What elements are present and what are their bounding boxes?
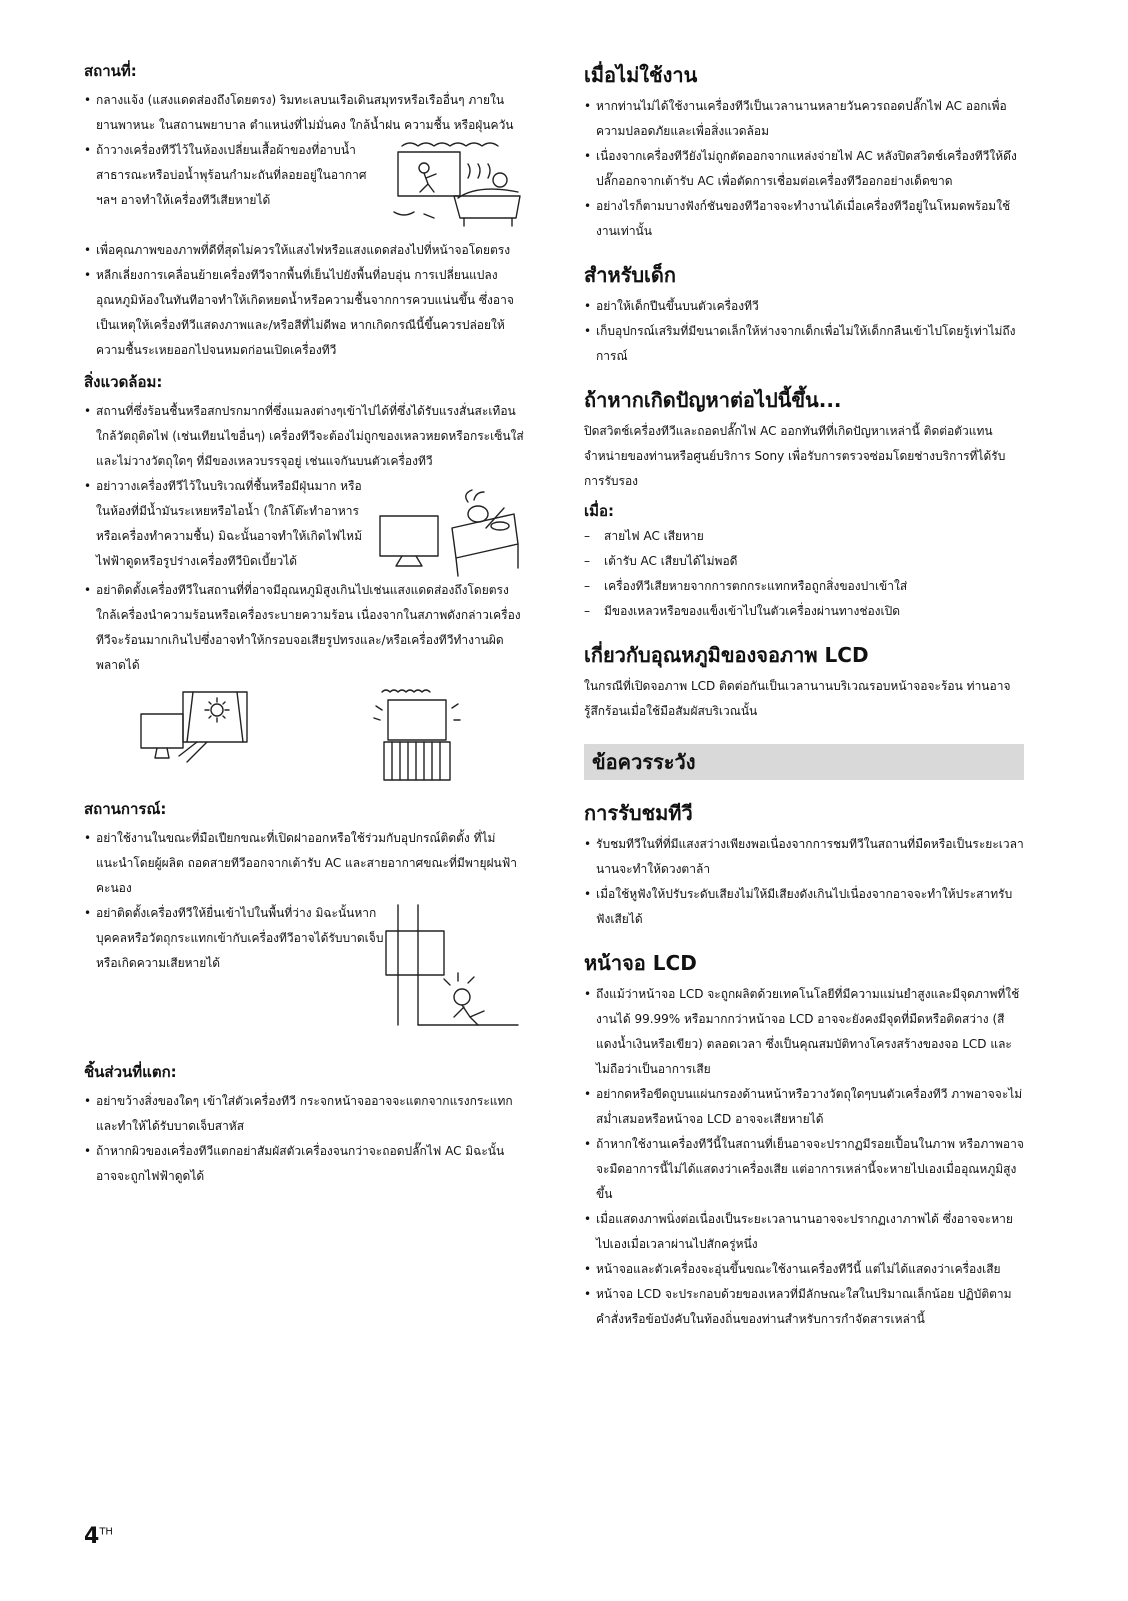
broken-heading: ชิ้นส่วนที่แตก:: [84, 1063, 177, 1081]
list-item: • ถึงแม้ว่าหน้าจอ LCD จะถูกผลิตด้วยเทคโนโลยีที่มีความแม่นยำสูงและมีจุดภาพที่ใช้งานได้ 99.99% หรือมากกว่าหน้าจอ LCD อาจจะยังคงมีจุดที่มืดหรือติดสว่าง (สีแดงน้ำเงินหรือเขียว) ตลอดเวลา ซึ่งเป็นคุณสมบัติทางโครงสร้างของจอ LCD และไม่ถือว่าเป็นอาการเสีย: [584, 982, 1024, 1082]
lcd-temperature-text: ในกรณีที่เปิดจอภาพ LCD ติดต่อกันเป็นเวลานานบริเวณรอบหน้าจอจะร้อน ท่านอาจรู้สึกร้อนเมื่อใช้มือสัมผัสบริเวณนั้น: [584, 679, 1011, 718]
list-item: – สายไฟ AC เสียหาย: [584, 524, 1024, 549]
problems-sub-heading: เมื่อ:: [584, 502, 615, 520]
list-item: – เครื่องทีวีเสียหายจากการตกกระแทกหรือถูกสิ่งของปาเข้าใส่: [584, 574, 1024, 599]
problems-text: ปิดสวิตช์เครื่องทีวีและถอดปลั๊กไฟ AC ออกทันทีที่เกิดปัญหาเหล่านี้ ติดต่อตัวแทนจำหน่ายของท่านหรือศูนย์บริการ Sony เพื่อรับการตรวจซ่อมโดยช่างบริการที่ได้รับการรับรอง: [584, 424, 1006, 488]
kitchen-illustration: [374, 488, 524, 578]
section-situation: [84, 798, 524, 1031]
section-broken: [84, 1061, 524, 1189]
list-item: • รับชมทีวีในที่ที่มีแสงสว่างเพียงพอเนื่องจากการชมทีวีในสถานที่มืดหรือเป็นระยะเวลานานจะทำให้ดวงตาล้า: [584, 832, 1024, 882]
section-viewing: [584, 798, 1024, 932]
environment-list-3: [84, 578, 524, 678]
list-item: • เก็บอุปกรณ์เสริมที่มีขนาดเล็กให้ห่างจากเด็กเพื่อไม่ให้เด็กกลืนเข้าไปโดยรู้เท่าไม่ถึงการณ์: [584, 319, 1024, 369]
wall-mount-illustration: [384, 901, 524, 1031]
list-item: • หลีกเลี่ยงการเคลื่อนย้ายเครื่องทีวีจากพื้นที่เย็นไปยังพื้นที่อบอุ่น การเปลี่ยนแปลงอุณหภูมิห้องในทันทีอาจทำให้เกิดหยดน้ำหรือความชื้นจากการควบแน่นขึ้น ซึ่งอาจเป็นเหตุให้เครื่องทีวีแสดงภาพและ/หรือสีที่ไม่ดีพอ หากเกิดกรณีนี้ขึ้นควรปล่อยให้ความชื้นระเหยออกไปจนหมดก่อนเปิดเครื่องทีวี: [84, 263, 524, 363]
lcd-screen-heading: หน้าจอ LCD: [584, 951, 697, 975]
list-item: • เมื่อแสดงภาพนิ่งต่อเนื่องเป็นระยะเวลานานอาจจะปรากฏเงาภาพได้ ซึ่งอาจจะหายไปเองเมื่อเวลาผ่านไปสักครู่หนึ่ง: [584, 1207, 1024, 1257]
list-item: • เพื่อคุณภาพของภาพที่ดีที่สุดไม่ควรให้แสงไฟหรือแสงแดดส่องไปที่หน้าจอโดยตรง: [84, 238, 524, 263]
list-item: • อย่าติดตั้งเครื่องทีวีในสถานที่ที่อาจมีอุณหภูมิสูงเกินไปเช่นแสงแดดส่องถึงโดยตรง ใกล้เครื่องนำความร้อนหรือเครื่องระบายความร้อน เนื่องจากในสภาพดังกล่าวเครื่องทีวีจะร้อนมากเกินไปซึ่งอาจทำให้กรอบจอเสียรูปทรงและ/หรือเครื่องทีวีทำงานผิดพลาดได้: [84, 578, 524, 678]
right-column: [584, 60, 1024, 1332]
situation-list: [84, 826, 524, 901]
list-item: • เมื่อใช้หูฟังให้ปรับระดับเสียงไม่ให้มีเสียงดังเกินไปเนื่องจากอาจจะทำให้ประสาทรับฟังเสียได้: [584, 882, 1024, 932]
broken-list: [84, 1089, 524, 1189]
lcd-temperature-heading: เกี่ยวกับอุณหภูมิของจอภาพ LCD: [584, 643, 869, 667]
precautions-band: ข้อควรระวัง: [584, 744, 1024, 780]
situation-heading: สถานการณ์:: [84, 800, 167, 818]
list-item: • เนื่องจากเครื่องทีวียังไม่ถูกตัดออกจากแหล่งจ่ายไฟ AC หลังปิดสวิตช์เครื่องทีวีให้ดึงปลั๊กออกจากเต้ารับ AC เพื่อตัดการเชื่อมต่อเครื่องทีวีออกอย่างเด็ดขาด: [584, 144, 1024, 194]
list-item: – มีของเหลวหรือของแข็งเข้าไปในตัวเครื่องผ่านทางช่องเปิด: [584, 599, 1024, 624]
left-column: [84, 60, 524, 1189]
heat-illustrations: [84, 686, 524, 782]
location-list-3: [84, 238, 524, 363]
list-item: • อย่าใช้งานในขณะที่มือเปียกขณะที่เปิดฝาออกหรือใช้ร่วมกับอุปกรณ์ติดตั้ง ที่ไม่แนะนำโดยผู้ผลิต ถอดสายทีวีออกจากเต้ารับ AC และสายอากาศขณะที่มีพายุฝนฟ้าคะนอง: [84, 826, 524, 901]
page-number-value: 4: [84, 1524, 100, 1549]
location-list: [84, 88, 524, 138]
section-location: [84, 60, 524, 363]
not-in-use-heading: เมื่อไม่ใช้งาน: [584, 63, 698, 87]
list-item: • อย่าให้เด็กปีนขึ้นบนตัวเครื่องทีวี: [584, 294, 1024, 319]
list-item: • สถานที่ซึ่งร้อนชื้นหรือสกปรกมากที่ซึ่งแมลงต่างๆเข้าไปได้ที่ซึ่งได้รับแรงสั่นสะเทือนใกล้วัตถุติดไฟ (เช่นเทียนไขอื่นๆ) เครื่องทีวีจะต้องไม่ถูกของเหลวหยดหรือกระเซ็นใส่ และไม่วางวัตถุใดๆ ที่มีของเหลวบรรจุอยู่ เช่นแจกันบนตัวเครื่องทีวี: [84, 399, 524, 474]
list-item: • อย่าติดตั้งเครื่องทีวีให้ยื่นเข้าไปในพื้นที่ว่าง มิฉะนั้นหากบุคคลหรือวัตถุกระแทกเข้ากับเครื่องทีวีอาจได้รับบาดเจ็บหรือเกิดความเสียหายได้: [84, 901, 384, 976]
section-lcd-screen: [584, 948, 1024, 1332]
list-item: • ถ้าหากผิวของเครื่องทีวีแตกอย่าสัมผัสตัวเครื่องจนกว่าจะถอดปลั๊กไฟ AC มิฉะนั้นอาจจะถูกไฟฟ้าดูดได้: [84, 1139, 524, 1189]
heater-illustration: [362, 686, 472, 782]
viewing-heading: การรับชมทีวี: [584, 801, 693, 825]
section-not-in-use: [584, 60, 1024, 244]
children-list: [584, 294, 1024, 369]
kitchen-row: [84, 474, 524, 578]
children-heading: สำหรับเด็ก: [584, 263, 676, 287]
environment-heading: สิ่งแวดล้อม:: [84, 373, 163, 391]
list-item: • ถ้าหากใช้งานเครื่องทีวีนี้ในสถานที่เย็นอาจจะปรากฏมีรอยเปื้อนในภาพ หรือภาพอาจจะมืดอาการนี้ไม่ได้แสดงว่าเครื่องเสีย แต่อาการเหล่านี้จะหายไปเองเมื่ออุณหภูมิสูงขึ้น: [584, 1132, 1024, 1207]
section-problems: [584, 385, 1024, 624]
page-number-suffix: TH: [99, 1526, 113, 1538]
bathhouse-row: [84, 138, 524, 230]
not-in-use-list: [584, 94, 1024, 244]
list-item: – เต้ารับ AC เสียบได้ไม่พอดี: [584, 549, 1024, 574]
section-lcd-temperature: [584, 640, 1024, 724]
list-item: • กลางแจ้ง (แสงแดดส่องถึงโดยตรง) ริมทะเลบนเรือเดินสมุทรหรือเรืออื่นๆ ภายในยานพาหนะ ในสถานพยาบาล ตำแหน่งที่ไม่มั่นคง ใกล้น้ำฝน ความชื้น หรือฝุ่นควัน: [84, 88, 524, 138]
list-item: • อย่าขว้างสิ่งของใดๆ เข้าใส่ตัวเครื่องทีวี กระจกหน้าจออาจจะแตกจากแรงกระแทก และทำให้ได้รับบาดเจ็บสาหัส: [84, 1089, 524, 1139]
list-item: • หากท่านไม่ได้ใช้งานเครื่องทีวีเป็นเวลานานหลายวันควรถอดปลั๊กไฟ AC ออกเพื่อความปลอดภัยและเพื่อสิ่งแวดล้อม: [584, 94, 1024, 144]
bathhouse-illustration: [384, 138, 524, 230]
problems-list: [584, 524, 1024, 624]
list-item: • หน้าจอและตัวเครื่องจะอุ่นขึ้นขณะใช้งานเครื่องทีวีนี้ แต่ไม่ได้แสดงว่าเครื่องเสีย: [584, 1257, 1024, 1282]
list-item: • อย่ากดหรือขีดถูบนแผ่นกรองด้านหน้าหรือวางวัตถุใดๆบนตัวเครื่องทีวี ภาพอาจจะไม่สม่ำเสมอหรือหน้าจอ LCD อาจจะเสียหายได้: [584, 1082, 1024, 1132]
environment-list-2: [84, 474, 374, 574]
list-item: • อย่างไรก็ตามบางฟังก์ชันของทีวีอาจจะทำงานได้เมื่อเครื่องทีวีอยู่ในโหมดพร้อมใช้งานเท่านั้น: [584, 194, 1024, 244]
wall-mount-row: [84, 901, 524, 1031]
location-list-2: [84, 138, 384, 213]
environment-list: [84, 399, 524, 474]
section-children: [584, 260, 1024, 369]
viewing-list: [584, 832, 1024, 932]
problems-heading: ถ้าหากเกิดปัญหาต่อไปนี้ขึ้น...: [584, 388, 842, 412]
section-environment: [84, 371, 524, 782]
situation-list-2: [84, 901, 384, 976]
location-heading: สถานที่:: [84, 62, 137, 80]
lcd-screen-list: [584, 982, 1024, 1332]
list-item: • ถ้าวางเครื่องทีวีไว้ในห้องเปลี่ยนเสื้อผ้าของที่อาบน้ำสาธารณะหรือบ่อน้ำพุร้อนกำมะถันที่ลอยอยู่ในอากาศ ฯลฯ อาจทำให้เครื่องทีวีเสียหายได้: [84, 138, 384, 213]
page-number: [84, 1524, 113, 1549]
list-item: • หน้าจอ LCD จะประกอบด้วยของเหลวที่มีลักษณะใสในปริมาณเล็กน้อย ปฏิบัติตามคำสั่งหรือข้อบังคับในท้องถิ่นของท่านสำหรับการกำจัดสารเหล่านี้: [584, 1282, 1024, 1332]
list-item: • อย่าวางเครื่องทีวีไว้ในบริเวณที่ชื้นหรือมีฝุ่นมาก หรือในห้องที่มีน้ำมันระเหยหรือไอน้ำ (ใกล้โต๊ะทำอาหารหรือเครื่องทำความชื้น) มิฉะนั้นอาจทำให้เกิดไฟไหม้ไฟฟ้าดูดหรือรูปร่างเครื่องทีวีบิดเบี้ยวได้: [84, 474, 374, 574]
sunlight-illustration: [137, 686, 257, 770]
